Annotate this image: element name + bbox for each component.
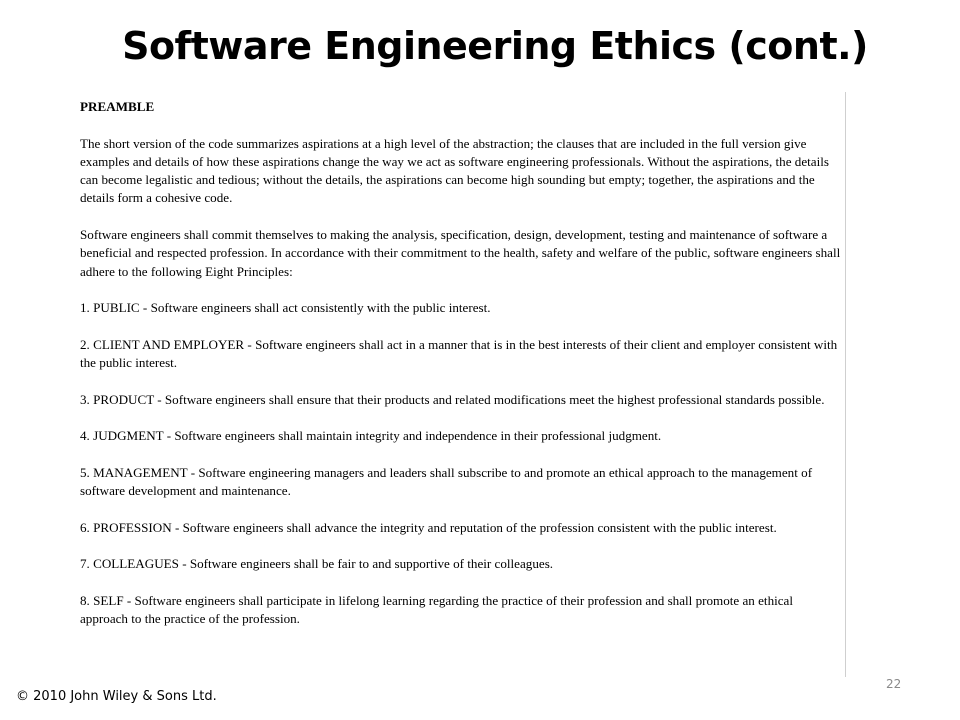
slide-number: 22 [886,677,902,691]
principle-management: 5. MANAGEMENT - Software engineering managers and leaders shall subscribe to and promote an ethical approach to the management of software development and maintenance. [80,464,813,499]
principle-profession: 6. PROFESSION - Software engineers shall advance the integrity and reputation of the profession consistent with the public interest. [80,519,777,535]
slide-title: Software Engineering Ethics (cont.) [122,24,868,68]
document-text [80,98,844,647]
principle-client-and-employer: 2. CLIENT AND EMPLOYER - Software engineers shall act in a manner that is in the best interests of their client and employer consistent with the public interest. [80,336,838,371]
preamble-paragraph-2: Software engineers shall commit themselves to making the analysis, specification, design, development, testing and maintenance of software a beneficial and respected profession. In accordance with their commitment to the health, safety and welfare of the public, software engineers shall adhere to the following Eight Principles: [80,227,841,279]
principle-product: 3. PRODUCT - Software engineers shall ensure that their products and related modifications meet the highest professional standards possible. [80,391,825,407]
preamble-paragraph-1: The short version of the code summarizes aspirations at a high level of the abstraction; the clauses that are included in the full version give examples and details of how these aspirations change the way we act as software engineering professionals. Without the aspirations, the details can become legalistic and tedious; without the details, the aspirations can become high sounding but empty; together, the aspirations and the details form a cohesive code. [80,135,829,206]
preamble-heading: PREAMBLE [80,99,155,114]
copyright-footer: © 2010 John Wiley & Sons Ltd. [16,689,217,704]
principle-self: 8. SELF - Software engineers shall participate in lifelong learning regarding the practice of their profession and shall promote an ethical approach to the practice of the profession. [80,593,794,627]
principle-judgment: 4. JUDGMENT - Software engineers shall maintain integrity and independence in their professional judgment. [80,428,662,444]
principle-colleagues: 7. COLLEAGUES - Software engineers shall be fair to and supportive of their colleagues. [80,556,554,572]
document-excerpt [76,92,846,677]
principle-public: 1. PUBLIC - Software engineers shall act consistently with the public interest. [80,300,491,316]
